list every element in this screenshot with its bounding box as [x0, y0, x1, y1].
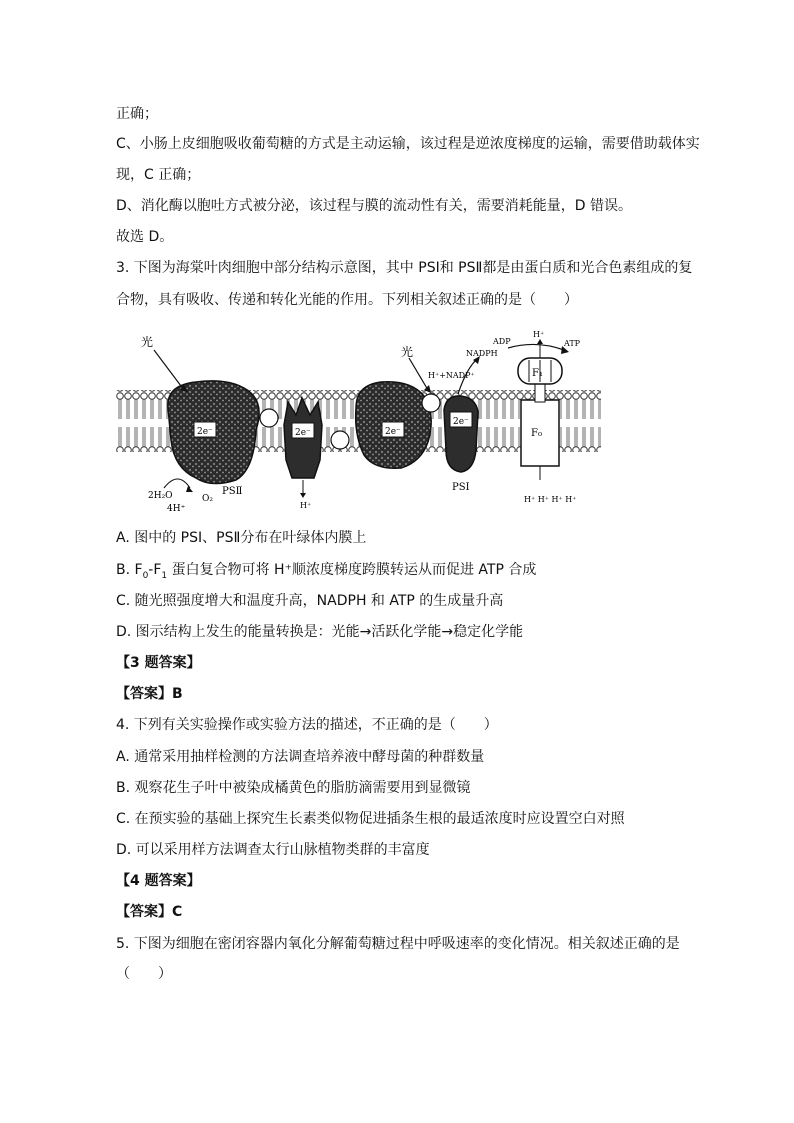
light-right-label: 光	[401, 345, 414, 359]
water-label: 2H₂O	[148, 491, 173, 501]
adp-label: ADP	[493, 337, 511, 346]
f0-label: F₀	[531, 428, 542, 439]
line-3: 现，C 正确；	[116, 167, 201, 183]
q3-option-a: A. 图中的 PSⅠ、PSⅡ分布在叶绿体内膜上	[116, 530, 367, 546]
lhc-2e-label: 2e⁻	[385, 427, 401, 437]
h-nadp-label: H⁺+NADP⁺	[428, 371, 475, 380]
light-left-label: 光	[141, 335, 154, 349]
atp-label: ATP	[564, 339, 581, 348]
q3-option-b-post: 蛋白复合物可将 H⁺顺浓度梯度跨膜转运从而促进 ATP 合成	[167, 562, 537, 578]
q3-option-c: C. 随光照强度增大和温度升高，NADPH 和 ATP 的生成量升高	[116, 593, 504, 609]
nadph-label: NADPH	[466, 349, 498, 358]
q3-answer: 【答案】B	[116, 686, 183, 702]
psii-2e-label: 2e⁻	[197, 427, 213, 437]
h-top-label: H⁺	[533, 330, 545, 339]
q4-stem: 4. 下列有关实验操作或实验方法的描述，不正确的是（ ）	[116, 717, 498, 733]
q4-answer-header: 【4 题答案】	[116, 873, 201, 889]
q4-answer: 【答案】C	[116, 904, 183, 920]
line-2: C、小肠上皮细胞吸收葡萄糖的方式是主动运输，该过程是逆浓度梯度的运输，需要借助载体实	[116, 136, 700, 152]
q5-stem-line2: （ ）	[116, 966, 172, 982]
line-4: D、消化酶以胞吐方式被分泌，该过程与膜的流动性有关，需要消耗能量，D 错误。	[116, 198, 633, 214]
q3-option-d: D. 图示结构上发生的能量转换是：光能→活跃化学能→稳定化学能	[116, 624, 524, 640]
q5-stem-line1: 5. 下图为细胞在密闭容器内氧化分解葡萄糖过程中呼吸速率的变化情况。相关叙述正确的是	[116, 936, 680, 952]
four-h-label: 4H⁺	[167, 504, 186, 512]
q3-option-b-dash: -F	[148, 562, 162, 578]
q4-option-a: A. 通常采用抽样检测的方法调查培养液中酵母菌的种群数量	[116, 749, 485, 765]
q3-stem-line1: 3. 下图为海棠叶肉细胞中部分结构示意图，其中 PSⅠ和 PSⅡ都是由蛋白质和光合色素组成的复	[116, 260, 693, 276]
o2-label: O₂	[202, 494, 213, 504]
q3-option-b-pre: B. F	[116, 562, 143, 578]
light-harvesting-complex	[356, 382, 440, 468]
atp-synthase	[518, 339, 562, 480]
psi-label: PSⅠ	[452, 482, 470, 493]
h-plus-label: H⁺	[300, 501, 312, 510]
cyt-2e-label: 2e⁻	[295, 428, 311, 438]
h-bottom-label: H⁺ H⁺ H⁺ H⁺	[524, 495, 577, 504]
q4-option-b: B. 观察花生子叶中被染成橘黄色的脂肪滴需要用到显微镜	[116, 780, 471, 796]
q3-option-b-sub1: 1	[161, 570, 168, 581]
q4-option-d: D. 可以采用样方法调查太行山脉植物类群的丰富度	[116, 842, 430, 858]
q3-answer-header: 【3 题答案】	[116, 655, 201, 671]
thylakoid-membrane-diagram	[116, 330, 601, 512]
psi-complex	[444, 396, 478, 472]
line-5: 故选 D。	[116, 229, 174, 245]
line-1: 正确；	[116, 106, 158, 122]
psii-label: PSⅡ	[222, 486, 243, 497]
psii-complex	[168, 381, 259, 484]
psi-2e-label: 2e⁻	[453, 417, 469, 427]
q3-option-b	[116, 560, 536, 580]
q3-stem-line2: 合物，具有吸收、传递和转化光能的作用。下列相关叙述正确的是（ ）	[116, 292, 578, 308]
q4-option-c: C. 在预实验的基础上探究生长素类似物促进插条生根的最适浓度时应设置空白对照	[116, 811, 625, 827]
q3-option-b-sub0: 0	[142, 570, 149, 581]
f1-label: F₁	[532, 368, 543, 379]
